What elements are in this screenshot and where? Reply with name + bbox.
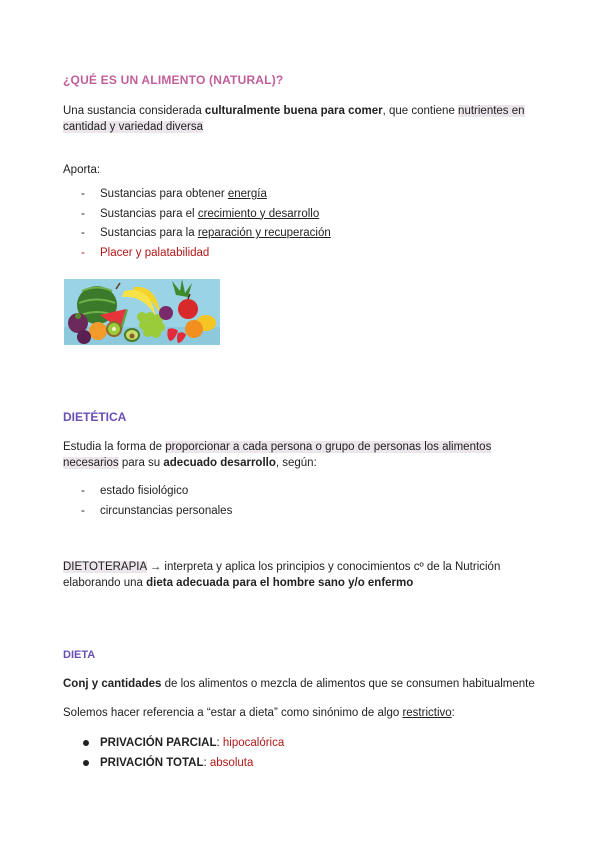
dieta-definition: Conj y cantidades de los alimentos o mezcla de alimentos que se consumen habitualmente: [63, 678, 535, 690]
aporta-list: [63, 187, 523, 265]
dietoterapia-paragraph: DIETOTERAPIA → interpreta y aplica los principios y conocimientos cº de la Nutrición elaborando una dieta adecuada para el hombre sano y/o enfermo: [63, 561, 501, 589]
list-item: - Sustancias para el crecimiento y desarrollo: [63, 207, 523, 227]
fruit-illustration: [64, 279, 220, 345]
dietetica-definition: Estudia la forma de proporcionar a cada persona o grupo de personas los alimentos necesarios para su adecuado desarrollo, según:: [63, 441, 492, 469]
alimento-definition: Una sustancia considerada culturalmente buena para comer, que contiene nutrientes en cantidad y variedad diversa: [63, 105, 525, 133]
aporta-label: Aporta:: [63, 164, 101, 176]
fruit-image: [64, 279, 220, 345]
list-item: - Sustancias para obtener energía: [63, 187, 523, 207]
list-item: PRIVACIÓN TOTAL: absoluta: [63, 756, 523, 776]
list-item: PRIVACIÓN PARCIAL: hipocalórica: [63, 736, 523, 756]
privacion-list: [63, 736, 523, 775]
bullet-icon: [83, 740, 89, 746]
list-item: - estado fisiológico: [63, 484, 523, 504]
section-title-alimento: ¿QUÉ ES UN ALIMENTO (NATURAL)?: [63, 73, 284, 87]
dietetica-list: [63, 484, 523, 523]
list-item: - Placer y palatabilidad: [63, 246, 523, 266]
bullet-icon: [83, 760, 89, 766]
list-item: - circunstancias personales: [63, 504, 523, 524]
section-title-dietetica: DIETÉTICA: [63, 410, 127, 424]
section-title-dieta: DIETA: [63, 649, 96, 661]
list-item: - Sustancias para la reparación y recuperación: [63, 226, 523, 246]
dieta-restrictivo: Solemos hacer referencia a “estar a dieta” como sinónimo de algo restrictivo:: [63, 707, 455, 719]
